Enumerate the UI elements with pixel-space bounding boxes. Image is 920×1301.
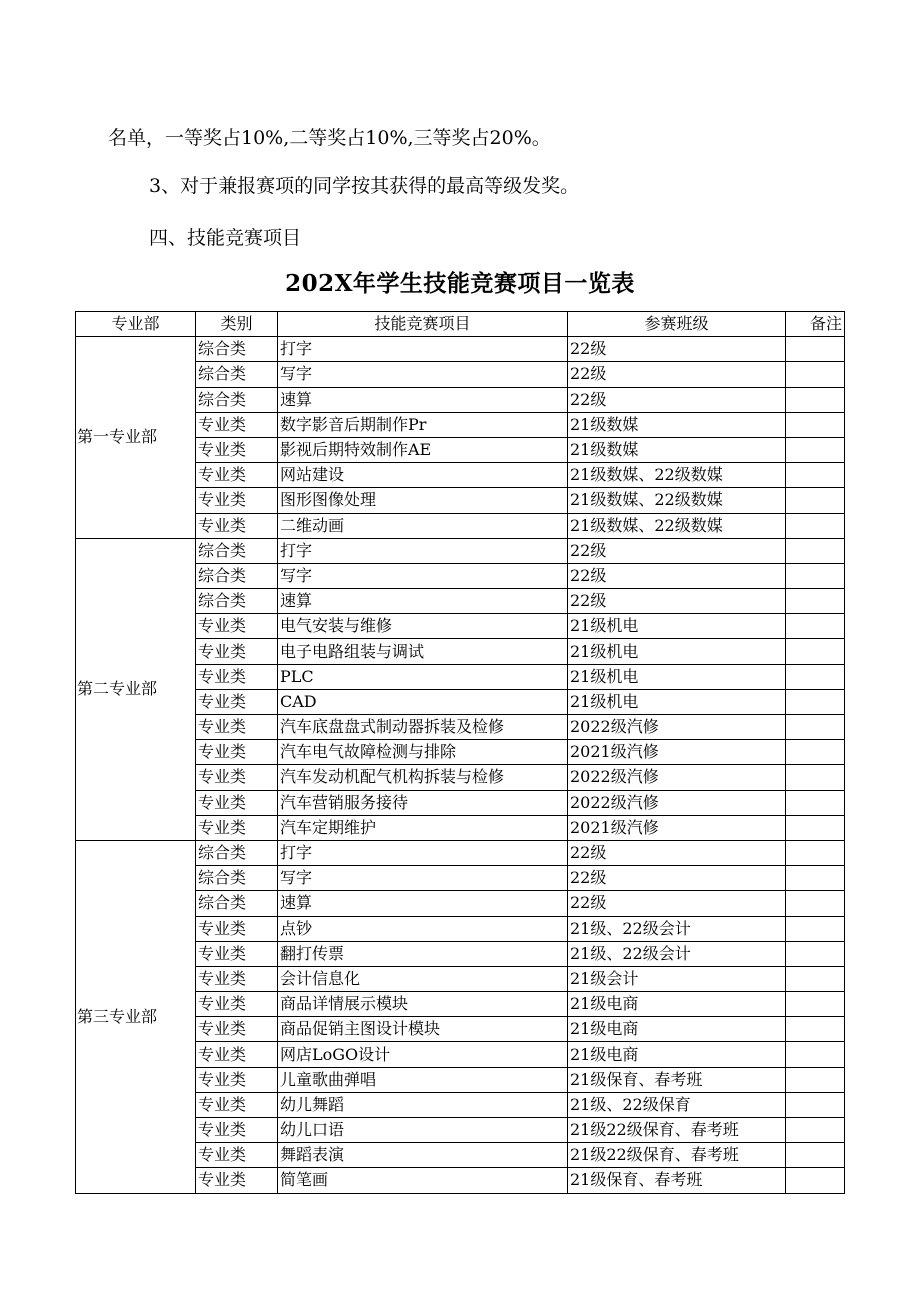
category-cell: 专业类	[196, 715, 278, 740]
note-cell	[786, 513, 845, 538]
paragraph-award-ratio: 名单，一等奖占10%,二等奖占10%,三等奖占20%。	[108, 127, 551, 149]
class-cell: 21级数媒	[568, 412, 786, 437]
project-cell: 幼儿口语	[278, 1118, 568, 1143]
category-cell: 专业类	[196, 463, 278, 488]
category-cell: 综合类	[196, 337, 278, 362]
note-cell	[786, 1067, 845, 1092]
project-cell: 打字	[278, 840, 568, 865]
class-cell: 21级电商	[568, 992, 786, 1017]
table-title: 202X年学生技能竞赛项目一览表	[285, 270, 635, 297]
note-cell	[786, 387, 845, 412]
class-cell: 2021级汽修	[568, 815, 786, 840]
class-cell: 21级机电	[568, 639, 786, 664]
note-cell	[786, 1168, 845, 1193]
note-cell	[786, 941, 845, 966]
project-cell: 写字	[278, 362, 568, 387]
category-cell: 专业类	[196, 1168, 278, 1193]
project-cell: 速算	[278, 589, 568, 614]
category-cell: 专业类	[196, 916, 278, 941]
category-cell: 专业类	[196, 1143, 278, 1168]
project-cell: 舞蹈表演	[278, 1143, 568, 1168]
paragraph-multi-entry: 3、对于兼报赛项的同学按其获得的最高等级发奖。	[149, 175, 580, 197]
note-cell	[786, 437, 845, 462]
note-cell	[786, 689, 845, 714]
class-cell: 21级机电	[568, 664, 786, 689]
category-cell: 专业类	[196, 664, 278, 689]
header-note: 备注	[786, 312, 845, 337]
project-cell: 点钞	[278, 916, 568, 941]
table-row	[76, 840, 845, 865]
class-cell: 2022级汽修	[568, 790, 786, 815]
header-dept: 专业部	[76, 312, 196, 337]
note-cell	[786, 614, 845, 639]
note-cell	[786, 362, 845, 387]
note-cell	[786, 840, 845, 865]
project-cell: 二维动画	[278, 513, 568, 538]
note-cell	[786, 891, 845, 916]
category-cell: 专业类	[196, 815, 278, 840]
class-cell: 21级机电	[568, 689, 786, 714]
category-cell: 专业类	[196, 488, 278, 513]
project-cell: 汽车营销服务接待	[278, 790, 568, 815]
note-cell	[786, 1143, 845, 1168]
class-cell: 22级	[568, 589, 786, 614]
category-cell: 综合类	[196, 362, 278, 387]
table-row	[76, 337, 845, 362]
dept-cell: 第一专业部	[76, 337, 196, 539]
note-cell	[786, 1092, 845, 1117]
class-cell: 21级22级保育、春考班	[568, 1143, 786, 1168]
note-cell	[786, 589, 845, 614]
category-cell: 专业类	[196, 412, 278, 437]
header-class: 参赛班级	[568, 312, 786, 337]
project-cell: 写字	[278, 866, 568, 891]
category-cell: 专业类	[196, 513, 278, 538]
class-cell: 21级机电	[568, 614, 786, 639]
project-cell: CAD	[278, 689, 568, 714]
note-cell	[786, 740, 845, 765]
project-cell: 简笔画	[278, 1168, 568, 1193]
project-cell: 汽车电气故障检测与排除	[278, 740, 568, 765]
project-cell: 速算	[278, 387, 568, 412]
class-cell: 22级	[568, 563, 786, 588]
category-cell: 专业类	[196, 765, 278, 790]
project-cell: 汽车底盘盘式制动器拆装及检修	[278, 715, 568, 740]
project-cell: 翻打传票	[278, 941, 568, 966]
class-cell: 2022级汽修	[568, 765, 786, 790]
project-cell: 打字	[278, 538, 568, 563]
project-cell: 网店LoGO设计	[278, 1042, 568, 1067]
project-cell: 打字	[278, 337, 568, 362]
category-cell: 综合类	[196, 840, 278, 865]
dept-cell: 第二专业部	[76, 538, 196, 840]
class-cell: 22级	[568, 538, 786, 563]
note-cell	[786, 664, 845, 689]
class-cell: 21级电商	[568, 1042, 786, 1067]
category-cell: 专业类	[196, 740, 278, 765]
note-cell	[786, 1042, 845, 1067]
note-cell	[786, 765, 845, 790]
project-cell: 儿童歌曲弹唱	[278, 1067, 568, 1092]
project-cell: 写字	[278, 563, 568, 588]
table-header-row	[76, 312, 845, 337]
note-cell	[786, 916, 845, 941]
note-cell	[786, 992, 845, 1017]
note-cell	[786, 563, 845, 588]
project-cell: 汽车定期维护	[278, 815, 568, 840]
dept-cell: 第三专业部	[76, 840, 196, 1193]
note-cell	[786, 538, 845, 563]
category-cell: 专业类	[196, 1118, 278, 1143]
category-cell: 专业类	[196, 1067, 278, 1092]
class-cell: 22级	[568, 362, 786, 387]
category-cell: 专业类	[196, 1017, 278, 1042]
class-cell: 22级	[568, 891, 786, 916]
note-cell	[786, 1118, 845, 1143]
class-cell: 22级	[568, 337, 786, 362]
category-cell: 专业类	[196, 790, 278, 815]
class-cell: 21级数媒、22级数媒	[568, 513, 786, 538]
category-cell: 专业类	[196, 1092, 278, 1117]
class-cell: 21级、22级会计	[568, 916, 786, 941]
note-cell	[786, 790, 845, 815]
class-cell: 21级、22级会计	[568, 941, 786, 966]
category-cell: 综合类	[196, 866, 278, 891]
category-cell: 综合类	[196, 563, 278, 588]
class-cell: 21级会计	[568, 966, 786, 991]
class-cell: 22级	[568, 387, 786, 412]
header-project: 技能竞赛项目	[278, 312, 568, 337]
class-cell: 21级数媒、22级数媒	[568, 463, 786, 488]
category-cell: 专业类	[196, 992, 278, 1017]
note-cell	[786, 866, 845, 891]
project-cell: 数字影音后期制作Pr	[278, 412, 568, 437]
project-cell: 速算	[278, 891, 568, 916]
note-cell	[786, 1017, 845, 1042]
table-body	[76, 337, 845, 1193]
class-cell: 2022级汽修	[568, 715, 786, 740]
project-cell: 电气安装与维修	[278, 614, 568, 639]
class-cell: 21级保育、春考班	[568, 1168, 786, 1193]
category-cell: 专业类	[196, 639, 278, 664]
header-category: 类别	[196, 312, 278, 337]
class-cell: 21级22级保育、春考班	[568, 1118, 786, 1143]
note-cell	[786, 337, 845, 362]
project-cell: PLC	[278, 664, 568, 689]
class-cell: 22级	[568, 840, 786, 865]
category-cell: 综合类	[196, 589, 278, 614]
category-cell: 专业类	[196, 614, 278, 639]
class-cell: 21级数媒、22级数媒	[568, 488, 786, 513]
category-cell: 专业类	[196, 437, 278, 462]
class-cell: 21级、22级保育	[568, 1092, 786, 1117]
category-cell: 专业类	[196, 966, 278, 991]
category-cell: 综合类	[196, 387, 278, 412]
class-cell: 22级	[568, 866, 786, 891]
project-cell: 商品促销主图设计模块	[278, 1017, 568, 1042]
competition-table	[75, 311, 845, 1194]
category-cell: 专业类	[196, 689, 278, 714]
class-cell: 21级保育、春考班	[568, 1067, 786, 1092]
note-cell	[786, 966, 845, 991]
project-cell: 幼儿舞蹈	[278, 1092, 568, 1117]
category-cell: 综合类	[196, 538, 278, 563]
project-cell: 商品详情展示模块	[278, 992, 568, 1017]
note-cell	[786, 463, 845, 488]
class-cell: 2021级汽修	[568, 740, 786, 765]
project-cell: 汽车发动机配气机构拆装与检修	[278, 765, 568, 790]
note-cell	[786, 639, 845, 664]
note-cell	[786, 412, 845, 437]
class-cell: 21级电商	[568, 1017, 786, 1042]
table-row	[76, 538, 845, 563]
project-cell: 会计信息化	[278, 966, 568, 991]
project-cell: 影视后期特效制作AE	[278, 437, 568, 462]
project-cell: 网站建设	[278, 463, 568, 488]
category-cell: 综合类	[196, 891, 278, 916]
category-cell: 专业类	[196, 941, 278, 966]
note-cell	[786, 715, 845, 740]
category-cell: 专业类	[196, 1042, 278, 1067]
note-cell	[786, 815, 845, 840]
section-heading: 四、技能竞赛项目	[149, 227, 302, 249]
project-cell: 电子电路组装与调试	[278, 639, 568, 664]
project-cell: 图形图像处理	[278, 488, 568, 513]
note-cell	[786, 488, 845, 513]
class-cell: 21级数媒	[568, 437, 786, 462]
